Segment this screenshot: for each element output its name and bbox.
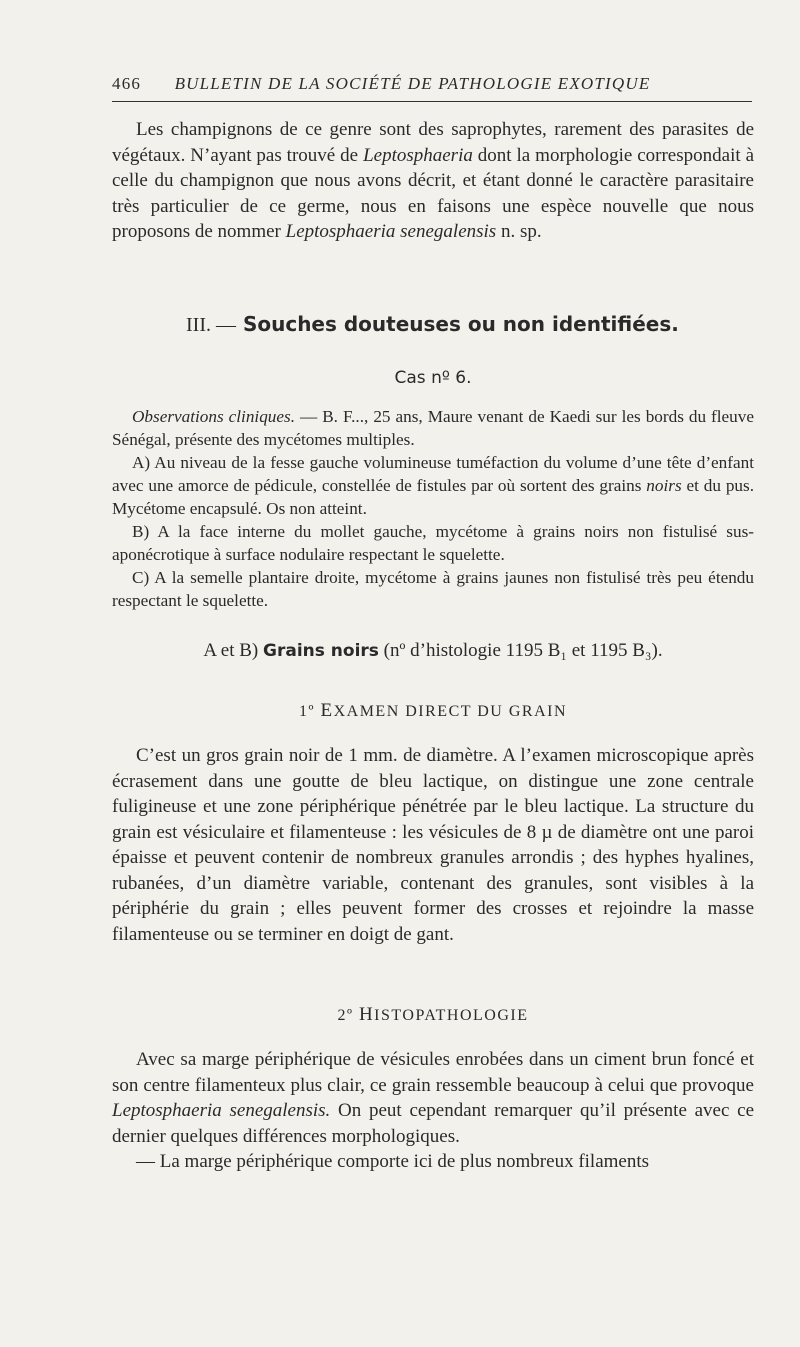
histo-species: Leptosphaeria senegalensis. bbox=[112, 1100, 331, 1121]
histo-heading-number: 2º bbox=[337, 1007, 354, 1024]
page-number: 466 bbox=[112, 74, 142, 93]
header-rule bbox=[112, 101, 752, 102]
observation-item-c: C) A la semelle plantaire droite, mycétome à grains jaunes non fistulisé très peu étendu respectant le squelette. bbox=[112, 568, 754, 610]
intro-text-1: Les champignons de ce genre sont des saprophytes, rarement des parasites de végétaux. N’ayant pas trouvé de bbox=[112, 119, 754, 166]
histo-paragraph bbox=[112, 1047, 754, 1175]
exam-heading-cap: E bbox=[320, 700, 334, 721]
exam-paragraph bbox=[112, 743, 754, 947]
observation-item-a-end: et du pus. Mycétome encapsulé. Os non atteint. bbox=[112, 476, 755, 518]
observation-item-b: B) A la face interne du mollet gauche, mycétome à grains noirs non fistulisé sus-aponécrotique à surface nodulaire respectant le squelette. bbox=[112, 522, 754, 564]
histo-heading bbox=[112, 1004, 754, 1026]
grains-suffix: (nº d’histologie 1195 B₁ et 1195 B₃). bbox=[383, 640, 663, 661]
clinical-observations bbox=[112, 405, 754, 612]
observation-item-a-noirs: noirs bbox=[646, 476, 682, 495]
grains-prefix: A et B) bbox=[203, 640, 259, 661]
grains-heading bbox=[112, 640, 754, 662]
section-title: Souches douteuses ou non identifiées. bbox=[242, 312, 679, 336]
intro-species: Leptosphaeria senegalensis bbox=[285, 221, 497, 242]
section-heading bbox=[186, 312, 679, 337]
exam-heading bbox=[112, 700, 754, 722]
histo-last-line: — La marge périphérique comporte ici de plus nombreux filaments bbox=[136, 1151, 650, 1172]
exam-text: C’est un gros grain noir de 1 mm. de diamètre. A l’examen microscopique après écrasement dans une goutte de bleu lactique, on distingue une zone centrale fuligineuse et une zone périphérique pénétrée par le bleu lactique. La structure du grain est vésiculaire et filamenteuse : les vésicules de 8 µ de diamètre ont une paroi épaisse et peuvent contenir de nombreux granules arrondis ; des hyphes hyalines, rubanées, d’un diamètre variable, contenant des granules, sont visibles à la périphérie du grain ; elles peuvent former des crosses et rejoindre la masse filamenteuse ou se terminer en doigt de gant. bbox=[112, 745, 754, 945]
case-title: Cas nº 6. bbox=[394, 368, 472, 388]
histo-heading-cap: H bbox=[358, 1004, 375, 1025]
intro-text-2: dont la morphologie correspondait à celle du champignon que nous avons décrit, et étant donné le caractère parasitaire très particulier de ce germe, nous en faisons une espèce nouvelle que nous proposons de nommer bbox=[112, 144, 755, 242]
intro-genus: Leptosphaeria bbox=[363, 144, 473, 166]
observation-item-a: A) Au niveau de la fesse gauche volumineuse tuméfaction du volume d’une tête d’enfant avec une amorce de pédicule, constellée de fistules par où sortent des grains bbox=[112, 453, 754, 495]
intro-text-3: n. sp. bbox=[500, 221, 542, 242]
histo-heading-rest: ISTOPATHOLOGIE bbox=[374, 1007, 529, 1024]
observations-text: — B. F..., 25 ans, Maure venant de Kaedi sur les bords du fleuve Sénégal, présente des mycétomes multiples. bbox=[112, 407, 755, 449]
intro-paragraph bbox=[112, 117, 754, 245]
journal-title: BULLETIN DE LA SOCIÉTÉ DE PATHOLOGIE EXOTIQUE bbox=[174, 74, 651, 93]
exam-heading-number: 1º bbox=[299, 703, 315, 720]
histo-text-1: Avec sa marge périphérique de vésicules enrobées dans un ciment brun foncé et son centre filamenteux plus clair, ce grain ressemble beaucoup à celui que provoque bbox=[112, 1049, 754, 1096]
observations-label: Observations cliniques. bbox=[132, 407, 296, 426]
section-numeral: III. — bbox=[186, 314, 236, 336]
running-head bbox=[112, 74, 752, 94]
histo-text-2: On peut cependant remarquer qu’il présente avec ce dernier quelques différences morphologiques. bbox=[112, 1100, 755, 1147]
grains-bold: Grains noirs bbox=[263, 641, 379, 661]
exam-heading-rest: XAMEN DIRECT DU GRAIN bbox=[333, 703, 567, 720]
